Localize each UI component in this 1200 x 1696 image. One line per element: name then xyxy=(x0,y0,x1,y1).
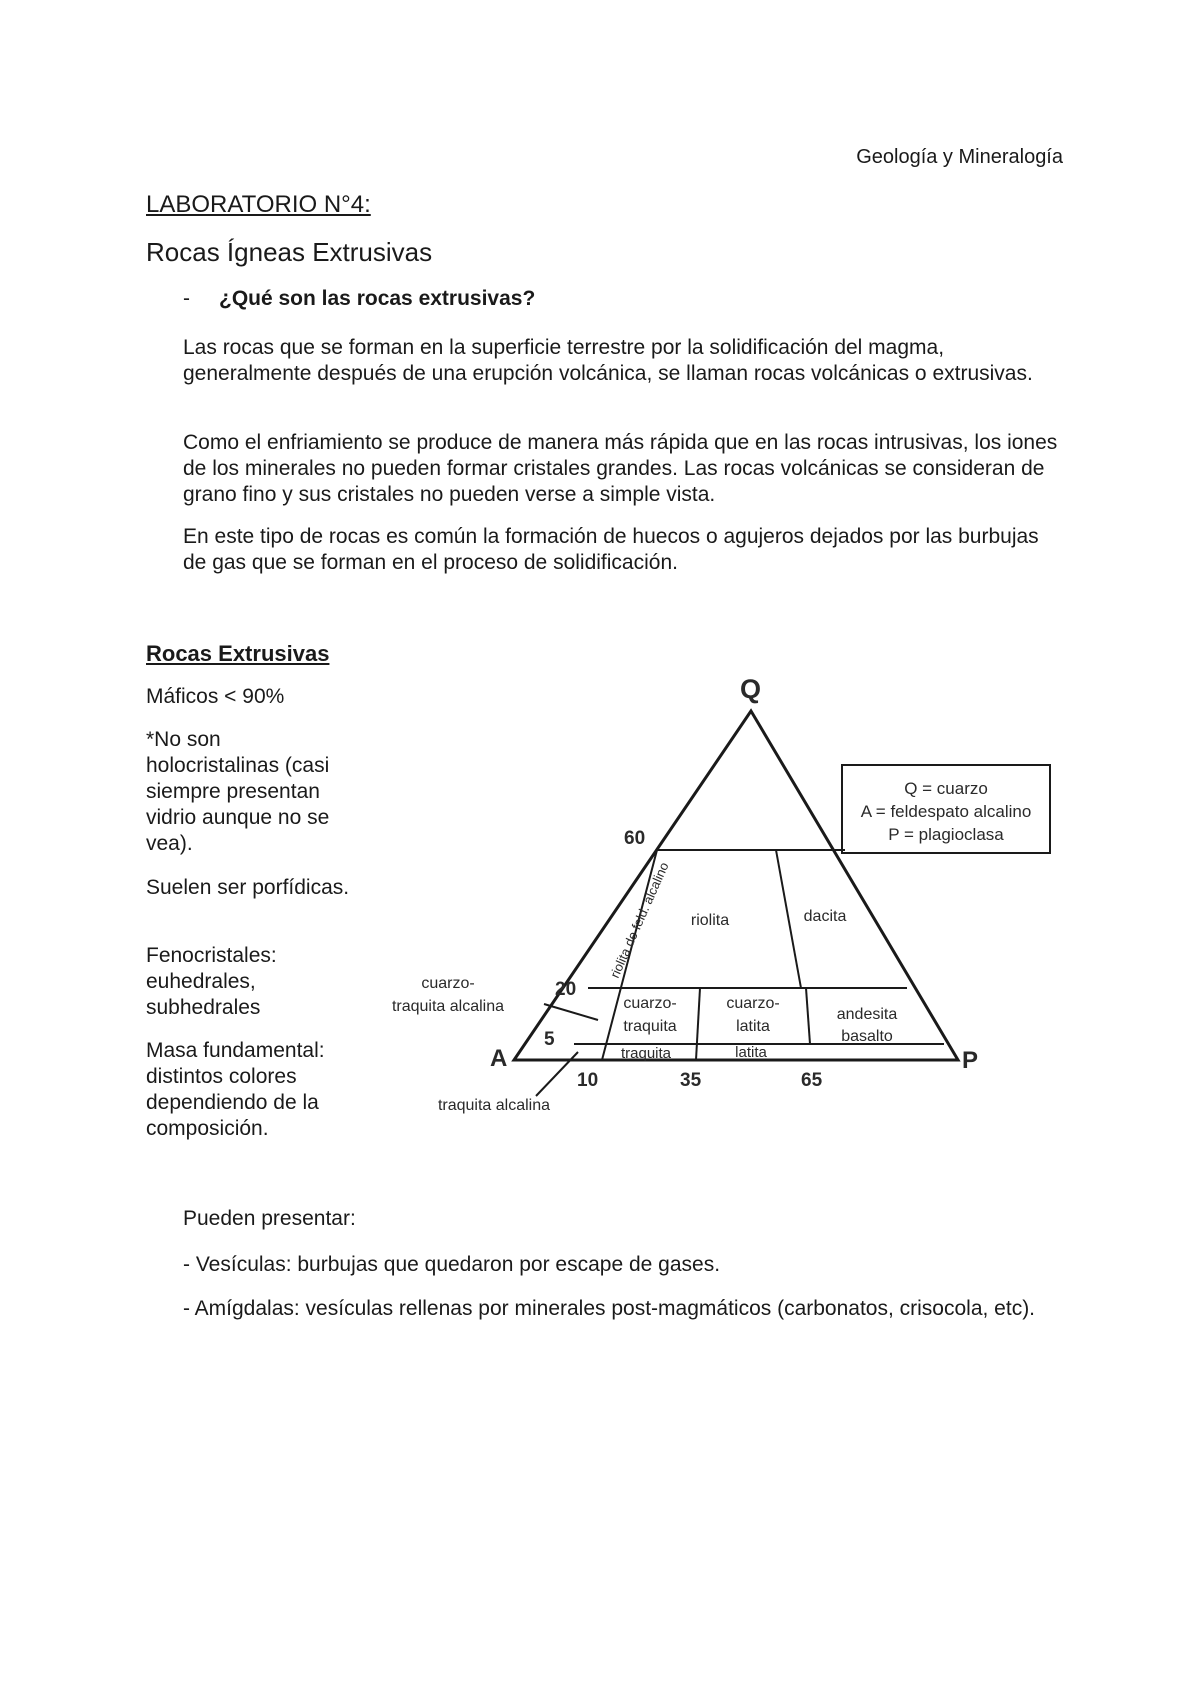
side-fenocristales: Fenocristales: euhedrales, subhedrales xyxy=(146,944,277,1019)
paragraph-1: Las rocas que se forman en la superficie terrestre por la solidificación del magma, generalmente después de una erupción volcánica, se llaman rocas volcánicas o extrusivas. xyxy=(183,336,1033,385)
field-riolita: riolita xyxy=(690,912,730,929)
side-masa-fundamental: Masa fundamental: distintos colores dependiendo de la composición. xyxy=(146,1039,325,1140)
line-65 xyxy=(806,988,810,1044)
legend-q: Q = cuarzo xyxy=(904,779,988,798)
field-latita: latita xyxy=(735,1044,767,1061)
tick-60: 60 xyxy=(624,828,646,849)
tick-5: 5 xyxy=(544,1029,555,1050)
question-dash: - xyxy=(183,287,190,310)
tick-20: 20 xyxy=(555,979,577,1000)
side-holocristalinas: *No son holocristalinas (casi siempre presentan vidrio aunque no se vea). xyxy=(146,728,330,855)
outside-traquita-alcalina: traquita alcalina xyxy=(437,1097,551,1114)
lower-amigdalas: - Amígdalas: vesículas rellenas por minerales post-magmáticos (carbonatos, crisocola, etc). xyxy=(183,1297,1036,1320)
vertex-a-label: A xyxy=(490,1045,508,1072)
lower-intro: Pueden presentar: xyxy=(183,1207,356,1230)
field-riolita-feld: riolita de feld. alcalino xyxy=(607,859,672,981)
field-dacita: dacita xyxy=(803,908,847,925)
side-maficos: Máficos < 90% xyxy=(146,685,285,708)
legend-a: A = feldespato alcalino xyxy=(860,802,1032,821)
field-basalto: basalto xyxy=(841,1028,893,1045)
side-porfidicas: Suelen ser porfídicas. xyxy=(146,876,350,899)
vertex-p-label: P xyxy=(962,1047,979,1074)
line-rio-dac xyxy=(776,850,801,988)
field-cuarzo-latita-1: cuarzo- xyxy=(726,995,780,1012)
outside-cuarzo-traquita-alc-2: traquita alcalina xyxy=(391,998,505,1015)
legend-p: P = plagioclasa xyxy=(888,825,1004,844)
pointer-cq-alk xyxy=(544,1004,598,1020)
lab-title: LABORATORIO N°4: xyxy=(146,191,371,218)
side-title: Rocas Extrusivas xyxy=(146,641,330,666)
tick-35: 35 xyxy=(680,1070,702,1091)
lower-vesiculas: - Vesículas: burbujas que quedaron por escape de gases. xyxy=(183,1253,721,1276)
course-header: Geología y Mineralogía xyxy=(856,146,1063,168)
qap-triangle-diagram xyxy=(380,655,1080,1125)
outside-cuarzo-traquita-alc-1: cuarzo- xyxy=(421,975,475,992)
paragraph-3: En este tipo de rocas es común la formación de huecos o agujeros dejados por las burbujas de gas que se forman en el proceso de solidificación. xyxy=(183,525,1039,574)
field-cuarzo-traquita-1: cuarzo- xyxy=(623,995,677,1012)
field-cuarzo-traquita-2: traquita xyxy=(623,1018,677,1035)
field-andesita: andesita xyxy=(836,1006,898,1023)
paragraph-2: Como el enfriamiento se produce de manera más rápida que en las rocas intrusivas, los iones de los minerales no pueden formar cristales grandes. Las rocas volcánicas se consideran de grano fino y sus cristales no pueden verse a simple vista. xyxy=(183,431,1058,506)
tick-10: 10 xyxy=(577,1070,599,1091)
line-35 xyxy=(696,988,700,1060)
question-heading xyxy=(183,287,535,311)
page-subtitle: Rocas Ígneas Extrusivas xyxy=(146,237,433,267)
field-cuarzo-latita-2: latita xyxy=(736,1018,770,1035)
tick-65: 65 xyxy=(801,1070,823,1091)
question-text: ¿Qué son las rocas extrusivas? xyxy=(219,287,536,310)
field-traquita: traquita xyxy=(620,1045,672,1062)
vertex-q-label: Q xyxy=(740,674,762,704)
